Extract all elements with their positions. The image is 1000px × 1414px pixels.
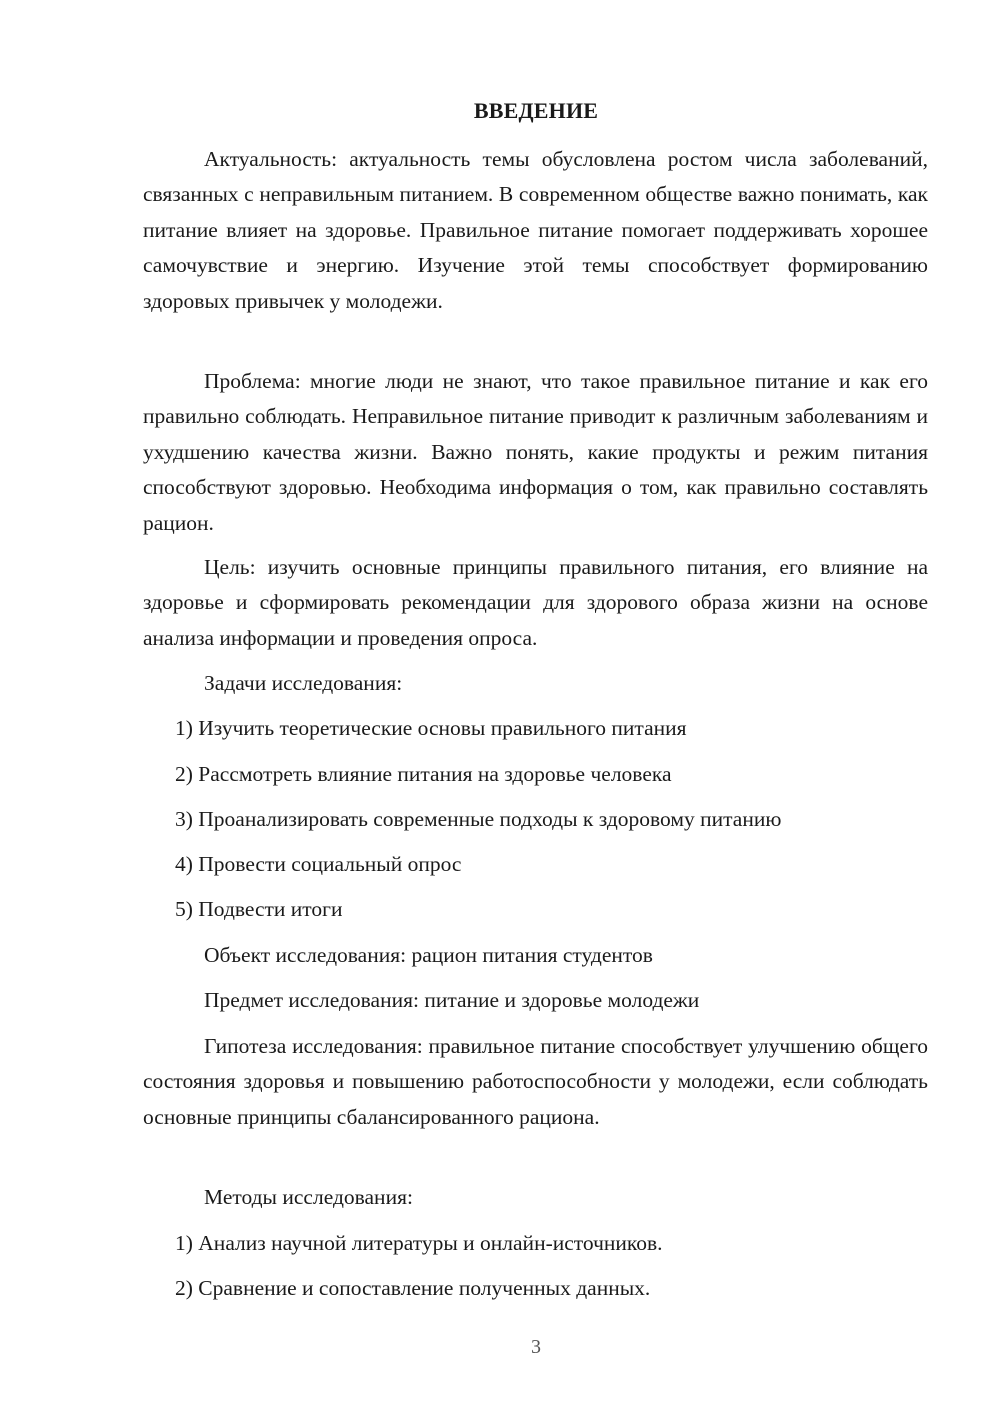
method-item: 1) Анализ научной литературы и онлайн-источников. [175,1231,663,1255]
task-item: 4) Провести социальный опрос [175,852,462,876]
task-item: 1) Изучить теоретические основы правильного питания [175,716,687,740]
hypothesis-block [143,1029,928,1135]
hypothesis-paragraph: Гипотеза исследования: правильное питание способствует улучшению общего состояния здоровья и повышению работоспособности у молодежи, если соблюдать основные принципы сбалансированного рациона. [143,1034,928,1129]
research-object: Объект исследования: рацион питания студентов [204,943,653,967]
problem-block [143,364,928,541]
task-item-block [143,892,928,927]
relevance-block [143,142,928,319]
object-block [143,938,928,973]
relevance-paragraph: Актуальность: актуальность темы обусловлена ростом числа заболеваний, связанных с неправильным питанием. В современном обществе важно понимать, как питание влияет на здоровье. Правильное питание помогает поддерживать хорошее самочувствие и энергию. Изучение этой темы способствует формированию здоровых привычек у молодежи. [143,147,928,313]
research-subject: Предмет исследования: питание и здоровье молодежи [204,988,700,1012]
subject-block [143,983,928,1018]
tasks-heading: Задачи исследования: [204,671,403,695]
section-heading: ВВЕДЕНИЕ [473,98,599,123]
goal-block [143,550,928,656]
task-item: 3) Проанализировать современные подходы к здоровому питанию [175,807,782,831]
method-item-block [143,1271,928,1306]
methods-heading-block [143,1180,928,1215]
methods-heading: Методы исследования: [204,1185,413,1209]
task-item-block [143,847,928,882]
tasks-heading-block [143,666,928,701]
task-item: 5) Подвести итоги [175,897,343,921]
task-item-block [143,757,928,792]
problem-paragraph: Проблема: многие люди не знают, что такое правильное питание и как его правильно соблюдать. Неправильное питание приводит к различным заболеваниям и ухудшению качества жизни. Важно понять, какие продукты и режим питания способствуют здоровью. Необходима информация о том, как правильно составлять рацион. [143,369,928,535]
task-item-block [143,711,928,746]
method-item-block [143,1226,928,1261]
task-item: 2) Рассмотреть влияние питания на здоровье человека [175,762,672,786]
goal-paragraph: Цель: изучить основные принципы правильного питания, его влияние на здоровье и сформировать рекомендации для здорового образа жизни на основе анализа информации и проведения опроса. [143,555,928,650]
task-item-block [143,802,928,837]
page-number: 3 [531,1336,541,1358]
method-item: 2) Сравнение и сопоставление полученных данных. [175,1276,651,1300]
